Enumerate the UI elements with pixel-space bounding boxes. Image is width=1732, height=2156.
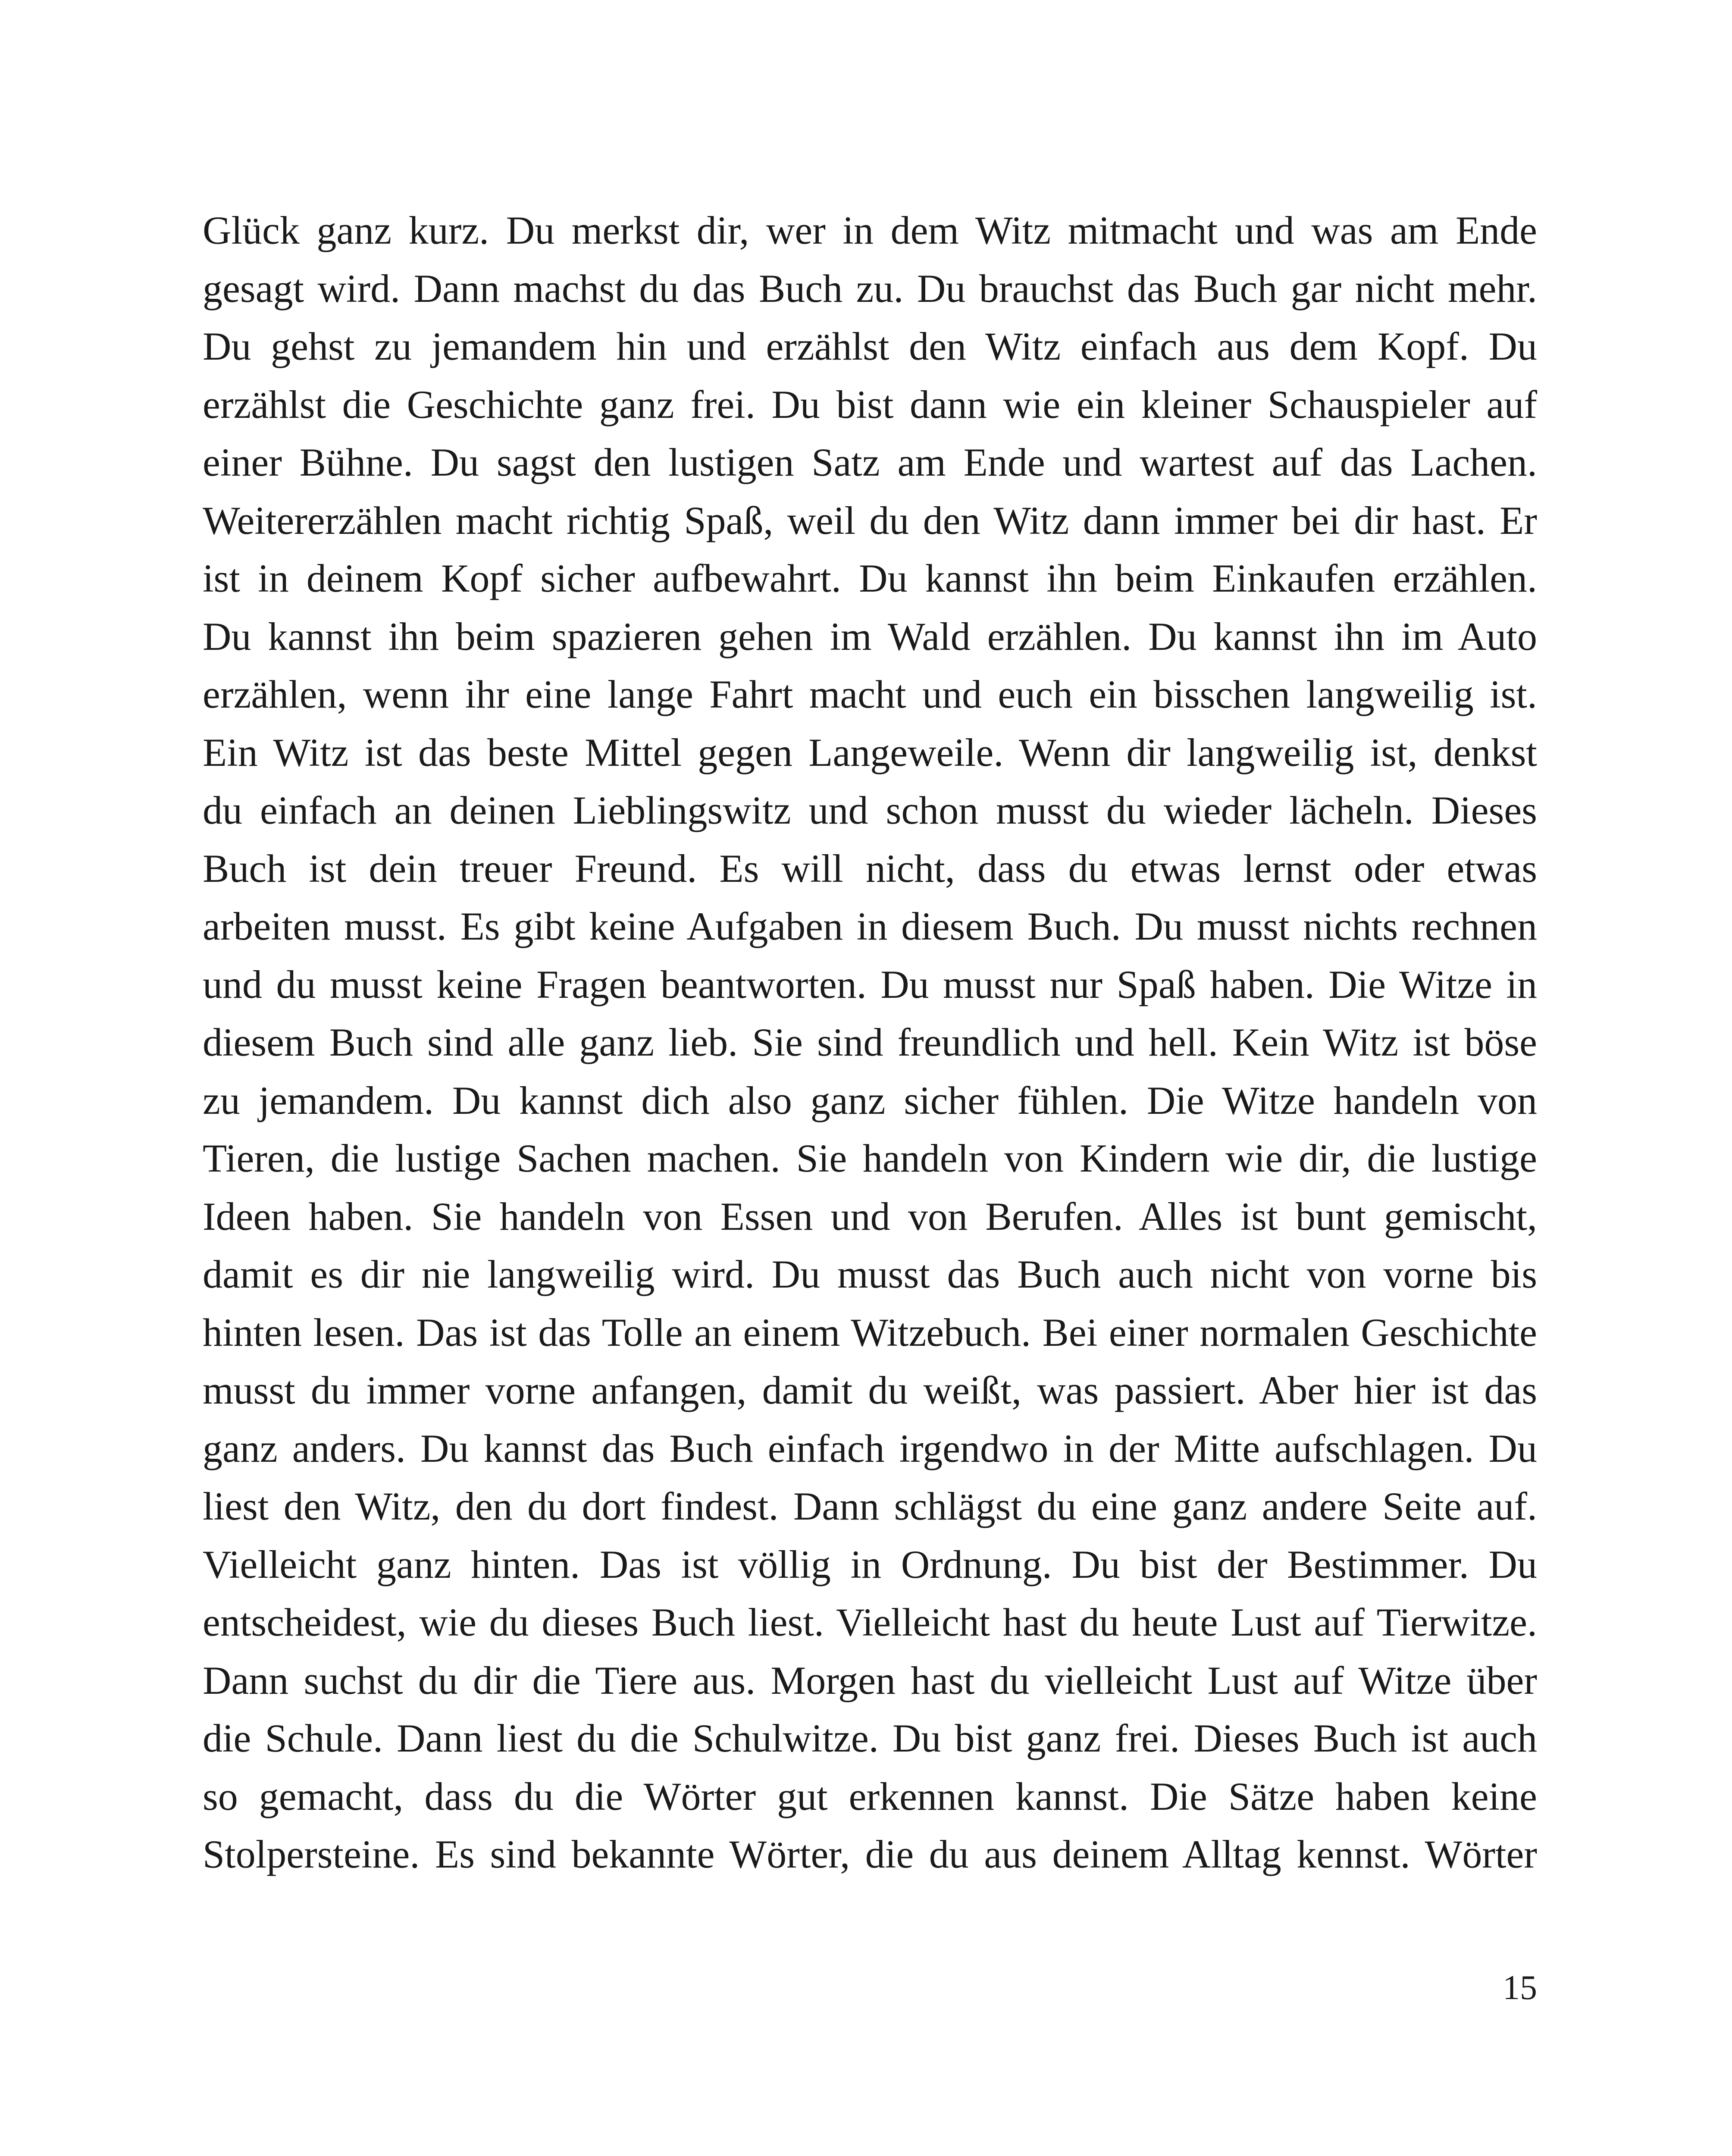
text-line: ganz anders. Du kannst das Buch einfach irgendwo in der Mitte aufschlagen. Du <box>203 1426 1537 1470</box>
text-line: gesagt wird. Dann machst du das Buch zu. Du brauchst das Buch gar nicht mehr. <box>203 266 1537 310</box>
text-line: Du kannst ihn beim spazieren gehen im Wald erzählen. Du kannst ihn im Auto <box>203 614 1537 658</box>
text-line: du einfach an deinen Lieblingswitz und schon musst du wieder lächeln. Dieses <box>203 788 1537 832</box>
text-line: Ein Witz ist das beste Mittel gegen Langeweile. Wenn dir langweilig ist, denkst <box>203 730 1537 774</box>
text-line: und du musst keine Fragen beantworten. Du musst nur Spaß haben. Die Witze in <box>203 962 1537 1006</box>
text-line: arbeiten musst. Es gibt keine Aufgaben in diesem Buch. Du musst nichts rechnen <box>203 904 1537 948</box>
text-line: erzählen, wenn ihr eine lange Fahrt macht und euch ein bisschen langweilig ist. <box>203 672 1537 716</box>
text-line: Buch ist dein treuer Freund. Es will nicht, dass du etwas lernst oder etwas <box>203 846 1537 890</box>
text-line: Ideen haben. Sie handeln von Essen und von Berufen. Alles ist bunt gemischt, <box>203 1194 1537 1238</box>
text-line: erzählst die Geschichte ganz frei. Du bist dann wie ein kleiner Schauspieler auf <box>203 382 1537 426</box>
body-text <box>203 201 1537 1883</box>
text-line: Dann suchst du dir die Tiere aus. Morgen hast du vielleicht Lust auf Witze über <box>203 1658 1537 1702</box>
text-line: damit es dir nie langweilig wird. Du musst das Buch auch nicht von vorne bis <box>203 1252 1537 1296</box>
text-line: ist in deinem Kopf sicher aufbewahrt. Du kannst ihn beim Einkaufen erzählen. <box>203 556 1537 600</box>
page-number: 15 <box>1503 1969 1537 2007</box>
text-line: zu jemandem. Du kannst dich also ganz sicher fühlen. Die Witze handeln von <box>203 1078 1537 1122</box>
text-line: Stolpersteine. Es sind bekannte Wörter, die du aus deinem Alltag kennst. Wörter <box>203 1832 1537 1876</box>
text-line: diesem Buch sind alle ganz lieb. Sie sind freundlich und hell. Kein Witz ist böse <box>203 1020 1537 1064</box>
text-line: einer Bühne. Du sagst den lustigen Satz am Ende und wartest auf das Lachen. <box>203 440 1537 484</box>
text-line: die Schule. Dann liest du die Schulwitze. Du bist ganz frei. Dieses Buch ist auch <box>203 1716 1537 1760</box>
text-line: entscheidest, wie du dieses Buch liest. Vielleicht hast du heute Lust auf Tierwitze. <box>203 1600 1537 1644</box>
text-line: so gemacht, dass du die Wörter gut erkennen kannst. Die Sätze haben keine <box>203 1774 1537 1818</box>
text-line: Du gehst zu jemandem hin und erzählst den Witz einfach aus dem Kopf. Du <box>203 324 1537 368</box>
text-line: Vielleicht ganz hinten. Das ist völlig in Ordnung. Du bist der Bestimmer. Du <box>203 1542 1537 1586</box>
text-line: Tieren, die lustige Sachen machen. Sie handeln von Kindern wie dir, die lustige <box>203 1136 1537 1180</box>
text-line: Weitererzählen macht richtig Spaß, weil du den Witz dann immer bei dir hast. Er <box>203 498 1537 542</box>
text-line: Glück ganz kurz. Du merkst dir, wer in dem Witz mitmacht und was am Ende <box>203 208 1537 252</box>
text-line: liest den Witz, den du dort findest. Dann schlägst du eine ganz andere Seite auf. <box>203 1484 1537 1528</box>
text-line: hinten lesen. Das ist das Tolle an einem Witzebuch. Bei einer normalen Geschichte <box>203 1310 1537 1354</box>
text-line: musst du immer vorne anfangen, damit du weißt, was passiert. Aber hier ist das <box>203 1368 1537 1412</box>
